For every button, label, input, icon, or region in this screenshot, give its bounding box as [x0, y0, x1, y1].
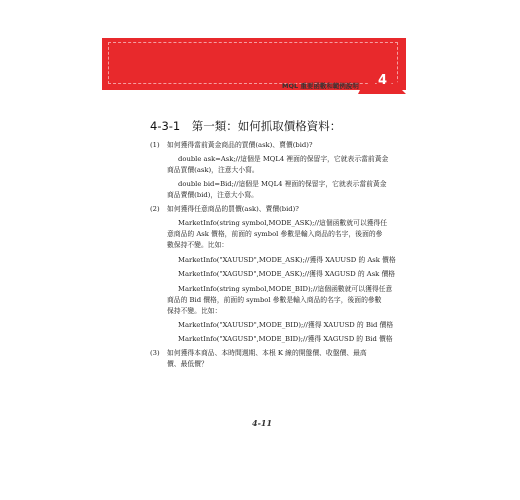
running-header-label: MQL 重要函數和範例說明 [282, 82, 359, 90]
item-heading: 如何獲得任意商品的買價(ask)、賣價(bid)? [167, 205, 299, 213]
body-line: 保持不變。比如： [167, 307, 222, 315]
body-line: MarketInfo(string symbol,MODE_BID);//這個函數就可以獲得任意 [178, 285, 393, 293]
item-heading: 如何獲得當前黃金商品的買價(ask)、賣價(bid)? [167, 141, 313, 149]
page-number: 4-11 [252, 418, 273, 428]
body-line: 價、最低價？ [167, 360, 208, 368]
body-line: 商品買價(ask)，注意大小寫。 [167, 166, 259, 174]
body-line: 商品的 Bid 價格，前面的 symbol 參數是輸入商品的名字，後面的參數 [167, 296, 382, 304]
body-line: 數保持不變。比如： [167, 241, 229, 249]
body-line: MarketInfo("XAGUSD",MODE_BID);//獲得 XAGUSD 的 Bid 價格 [178, 335, 393, 343]
body-line: 商品賣價(bid)，注意大小寫。 [167, 191, 258, 199]
body-line: double bid=Bid;//這個是 MQL4 裡面的保留字，它就表示當前黃金 [178, 180, 387, 188]
section-title: 4-3-1 第一類：如何抓取價格資料： [150, 119, 342, 133]
body-line: MarketInfo("XAUUSD",MODE_ASK);//獲得 XAUUSD 的 Ask 價格 [178, 256, 396, 264]
body-line: MarketInfo("XAGUSD",MODE_ASK);//獲得 XAGUSD 的 Ask 價格 [178, 270, 396, 278]
body-line: MarketInfo("XAUUSD",MODE_BID);//獲得 XAUUSD 的 Bid 價格 [178, 321, 394, 329]
item-number: (1) [150, 141, 160, 149]
item-number: (2) [150, 205, 160, 213]
chapter-number: 4 [378, 73, 388, 88]
item-number: (3) [150, 349, 160, 357]
body-line: 意商品的 Ask 價格，前面的 symbol 參數是輸入商品的名字，後面的參 [167, 230, 383, 238]
body-line: double ask=Ask;//這個是 MQL4 裡面的保留字，它就表示當前黃金 [178, 155, 389, 163]
body-line: MarketInfo(string symbol,MODE_ASK);//這個函數就可以獲得任 [178, 219, 388, 227]
header-dashed-frame [108, 42, 398, 84]
item-heading: 如何獲得本商品、本時間週期、本根 K 線的開盤價、收盤價、最高 [167, 349, 367, 357]
